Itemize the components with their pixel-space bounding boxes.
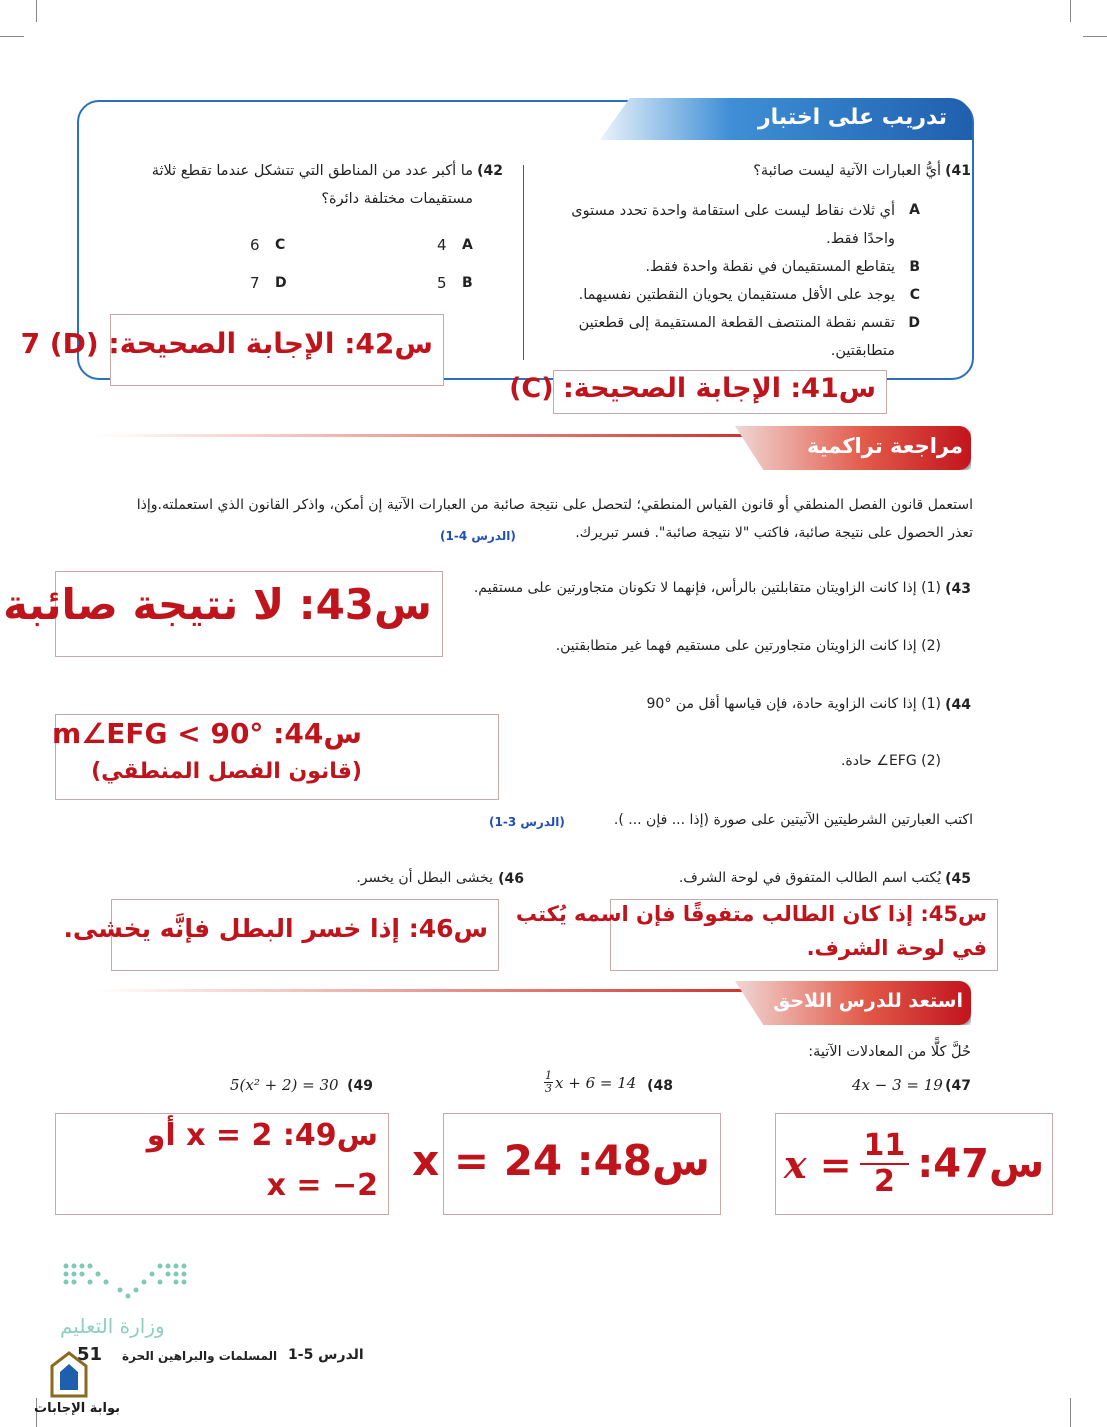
q49-answer-box [55, 1113, 389, 1215]
q44-statement-1: (1) إذا كانت الزاوية حادة، فإن قياسها أقل من °90 [646, 696, 941, 712]
q47-answer-fraction [860, 1129, 910, 1199]
crop-mark [36, 0, 37, 22]
q46-number: 46) [498, 871, 524, 887]
q46-text: يخشى البطل أن يخسر. [356, 870, 493, 886]
q41-option-letter: C [909, 287, 920, 303]
q42-answer-box [20, 314, 444, 386]
review-instructions-2: تعذر الحصول على نتيجة صائبة، فاكتب "لا نتيجة صائبة". فسر تبريرك. [575, 525, 973, 541]
lesson-reference: (الدرس 3-1) [489, 815, 565, 829]
q49-number: 49) [347, 1078, 373, 1094]
q43-answer: س43: لا نتيجة صائبة [3, 580, 432, 629]
q43-answer-box [3, 571, 443, 657]
q41-answer: س41: الإجابة الصحيحة: (C) [509, 373, 876, 404]
q48-answer-box [412, 1113, 721, 1215]
q44-answer: س44: m∠EFG < 90° [52, 717, 362, 750]
review-instructions: استعمل قانون الفصل المنطقي أو قانون القياس المنطقي؛ لتحصل على نتيجة صائبة من العبارات الآتية إن أمكن، واذكر القانون الذي استعملته.وإذا [136, 497, 973, 513]
q41-text: أيُّ العبارات الآتية ليست صائبة؟ [753, 163, 941, 179]
q41-number: 41) [945, 163, 971, 179]
lesson-label: الدرس 5-1 [288, 1347, 364, 1363]
q45-answer: س45: إذا كان الطالب متفوقًا فإن اسمه يُكتب [515, 902, 987, 926]
crop-mark [0, 36, 24, 37]
q48-number: 48) [647, 1078, 673, 1094]
q45-answer-line2: في لوحة الشرف. [806, 936, 987, 960]
q42-option-letter: C [275, 237, 286, 253]
q42-answer: س42: الإجابة الصحيحة: (D) 7 [20, 327, 433, 360]
page-number: 51 [77, 1344, 103, 1365]
q41-option-d: تقسم نقطة المنتصف القطعة المستقيمة إلى قطعتين متطابقتين. [578, 315, 895, 359]
q43-statement-2: (2) إذا كانت الزاويتان متجاورتين على مستقيم فهما غير متطابقتين. [555, 638, 941, 654]
q41-option-letter: D [908, 315, 920, 331]
q45-answer-box [515, 899, 998, 971]
section-title: مراجعة تراكمية [806, 434, 963, 458]
q48-eq-rest: x + 6 = 14 [555, 1073, 637, 1092]
section-title: تدريب على اختبار [757, 105, 947, 130]
lesson-reference: (الدرس 4-1) [440, 529, 516, 543]
crop-mark [1070, 1398, 1071, 1427]
conditional-instruction: اكتب العبارتين الشرطيتين الآتيتين على صورة (إذا ... فإن ... ). [613, 812, 973, 828]
q46-answer-box [63, 899, 499, 971]
q43-number: 43) [945, 581, 971, 597]
q48-equation [544, 1070, 636, 1095]
q42-option-letter: D [275, 275, 287, 291]
lesson-title: المسلمات والبراهين الحرة [122, 1349, 278, 1363]
watermark-logo-icon [46, 1350, 92, 1400]
q42-option-value: 4 [437, 236, 447, 254]
q44-answer-box [52, 714, 499, 800]
q42-option-value: 6 [250, 236, 260, 254]
q47-answer [776, 1114, 1052, 1214]
q45-text: يُكتب اسم الطالب المتفوق في لوحة الشرف. [678, 870, 941, 886]
q47-frac-num: 11 [860, 1129, 910, 1165]
q45-number: 45) [945, 871, 971, 887]
crop-mark [1070, 0, 1071, 22]
q42-text: ما أكبر عدد من المناطق التي تتشكل عندما تقطع ثلاثة مستقيمات مختلفة دائرة؟ [151, 163, 473, 207]
q47-answer-box [775, 1113, 1053, 1215]
q42-option-letter: A [462, 237, 473, 253]
q44-answer-law: (قانون الفصل المنطقي) [91, 759, 362, 784]
q41-option-a: أي ثلاث نقاط ليست على استقامة واحدة تحدد مستوى واحدًا فقط. [571, 203, 895, 247]
q41-option-letter: B [909, 259, 920, 275]
q48-answer: س48: x = 24 [412, 1136, 710, 1185]
column-divider [523, 165, 524, 360]
equations-instruction: حُلَّ كلًّا من المعادلات الآتية: [808, 1044, 971, 1060]
q44-number: 44) [945, 697, 971, 713]
q48-frac-num: 1 [545, 1069, 552, 1082]
q49-answer-line2: x = −2 [266, 1168, 378, 1203]
q47-number: 47) [945, 1078, 971, 1094]
q41-option-c: يوجد على الأقل مستقيمان يحويان النقطتين نفسيهما. [578, 287, 895, 303]
q49-answer: س49: x = 2 أو [146, 1118, 378, 1153]
q42-option-value: 7 [250, 274, 260, 292]
crop-mark [1083, 36, 1107, 37]
q41-answer-box [509, 370, 887, 414]
section-title: استعد للدرس اللاحق [773, 990, 963, 1012]
q47-answer-lhs: x = [783, 1141, 852, 1187]
q41-option-b: يتقاطع المستقيمان في نقطة واحدة فقط. [645, 259, 895, 275]
q47-frac-den: 2 [873, 1164, 895, 1199]
q47-equation: 4x − 3 = 19 [852, 1076, 943, 1094]
q41-option-letter: A [909, 202, 920, 218]
watermark-text: بوابة الإجابات [34, 1401, 120, 1416]
q46-answer: س46: إذا خسر البطل فإنَّه يخشى. [63, 914, 488, 943]
q49-equation: 5(x² + 2) = 30 [230, 1076, 339, 1094]
section-rule [95, 989, 755, 992]
ministry-name: وزارة التعليم [60, 1314, 165, 1338]
q47-answer-label: س47: [917, 1141, 1045, 1187]
q42-option-value: 5 [437, 274, 447, 292]
q44-statement-2: (2) EFG∠ حادة. [840, 753, 941, 769]
ministry-logo-icon [60, 1260, 190, 1306]
q43-statement-1: (1) إذا كانت الزاويتان متقابلتين بالرأس، فإنهما لا تكونان متجاورتين على مستقيم. [473, 580, 941, 596]
q48-frac-den: 3 [545, 1082, 552, 1095]
q42-option-letter: B [462, 275, 473, 291]
section-rule [95, 434, 755, 437]
q42-number: 42) [477, 163, 503, 179]
